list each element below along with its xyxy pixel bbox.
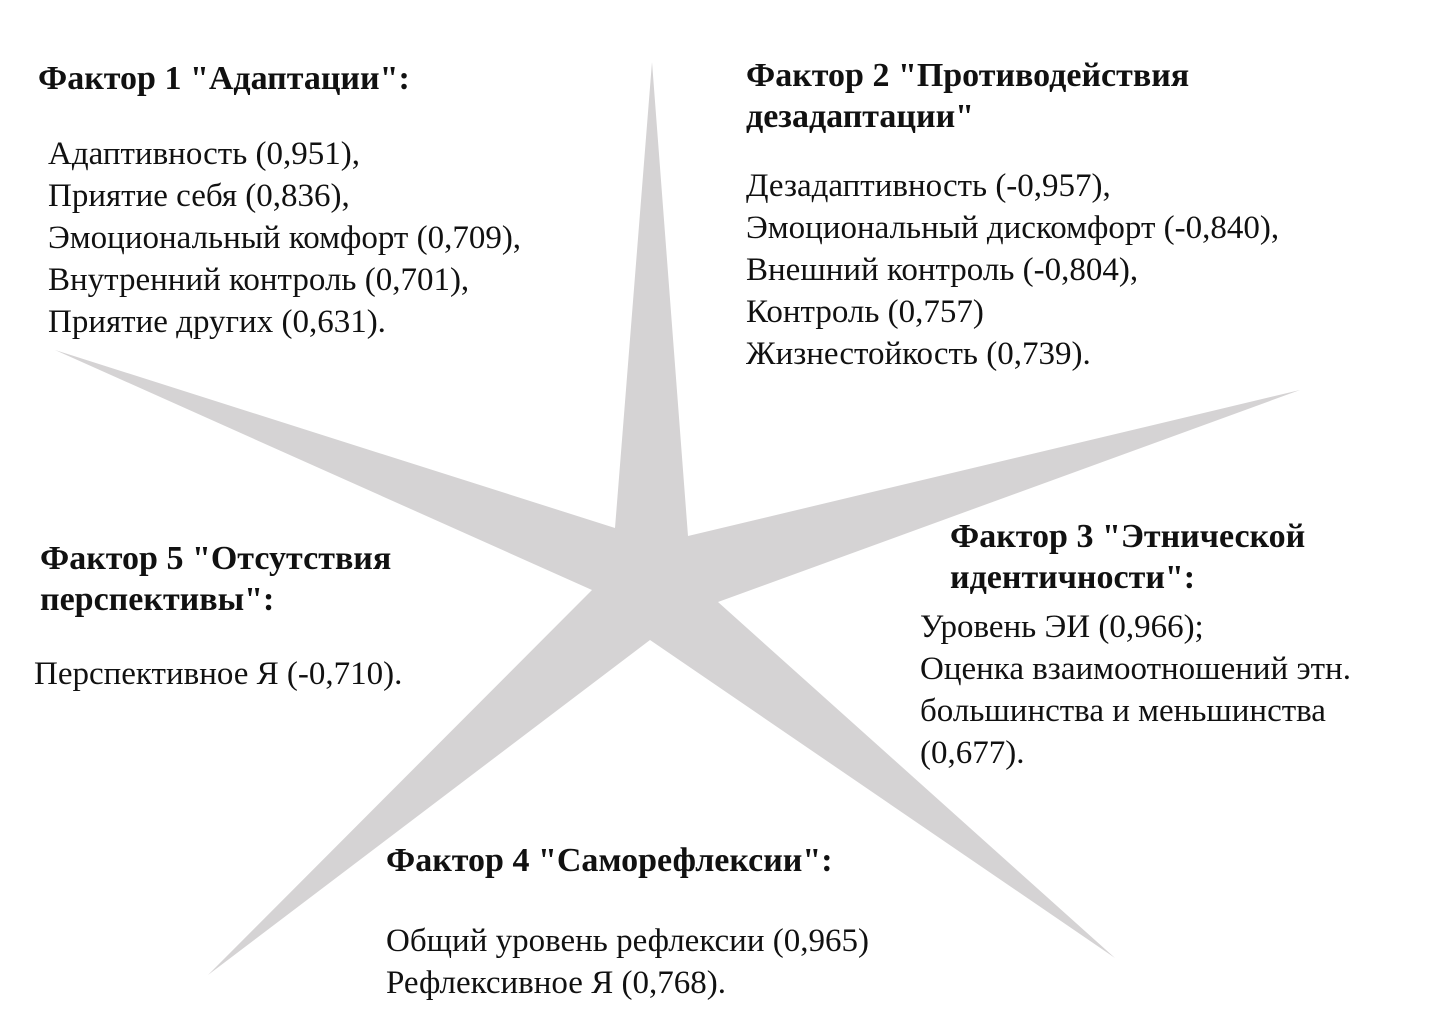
factor-3-item: (0,677).	[920, 735, 1025, 771]
factor-5-title-line: Фактор 5 "Отсутствия	[40, 540, 392, 577]
factor-3-item: Оценка взаимоотношений этн.	[920, 651, 1351, 687]
factor-2-item: Контроль (0,757)	[746, 294, 984, 330]
factor-4-item: Общий уровень рефлексии (0,965)	[386, 923, 869, 959]
factor-1-items	[48, 133, 521, 343]
factor-1-item: Приятие себя (0,836),	[48, 178, 350, 214]
factor-1-title	[38, 58, 410, 99]
factor-1-title-line: Фактор 1 "Адаптации":	[38, 60, 410, 97]
factor-4-block	[386, 840, 869, 1001]
factor-2-title-line: Фактор 2 "Противодействия	[746, 57, 1190, 94]
factor-4-item: Рефлексивное Я (0,768).	[386, 965, 726, 1001]
factor-5-title	[40, 538, 391, 620]
factor-2-item: Дезадаптивность (-0,957),	[746, 168, 1111, 204]
factor-2-item: Жизнестойкость (0,739).	[746, 336, 1091, 372]
factor-5-item: Перспективное Я (-0,710).	[34, 656, 403, 692]
factor-1-item: Адаптивность (0,951),	[48, 136, 360, 172]
factor-2-title-line: дезадаптации"	[746, 98, 975, 135]
factor-1-item: Внутренний контроль (0,701),	[48, 262, 470, 298]
factor-2-items	[746, 165, 1279, 375]
factor-3-item: большинства и меньшинства	[920, 693, 1326, 729]
factor-3-title-line: идентичности":	[950, 559, 1196, 596]
factor-2-item: Внешний контроль (-0,804),	[746, 252, 1139, 288]
factor-2-block	[746, 55, 1280, 372]
factor-1-item: Приятие других (0,631).	[48, 304, 386, 340]
factor-4-items	[386, 920, 869, 1004]
factor-4-title-line: Фактор 4 "Саморефлексии":	[386, 842, 833, 879]
factor-3-block	[920, 516, 1351, 771]
factor-1-block	[38, 58, 522, 340]
factor-3-item: Уровень ЭИ (0,966);	[920, 609, 1204, 645]
factor-3-items	[920, 606, 1351, 774]
factor-2-item: Эмоциональный дискомфорт (-0,840),	[746, 210, 1280, 246]
factor-4-title	[386, 840, 833, 881]
factor-5-title-line: перспективы":	[40, 581, 275, 618]
factor-3-title-line: Фактор 3 "Этнической	[950, 518, 1306, 555]
factor-5-block	[34, 538, 403, 692]
factor-1-item: Эмоциональный комфорт (0,709),	[48, 220, 522, 256]
factor-2-title	[746, 55, 1189, 137]
factor-5-items	[34, 653, 402, 695]
factor-3-title	[950, 516, 1305, 598]
